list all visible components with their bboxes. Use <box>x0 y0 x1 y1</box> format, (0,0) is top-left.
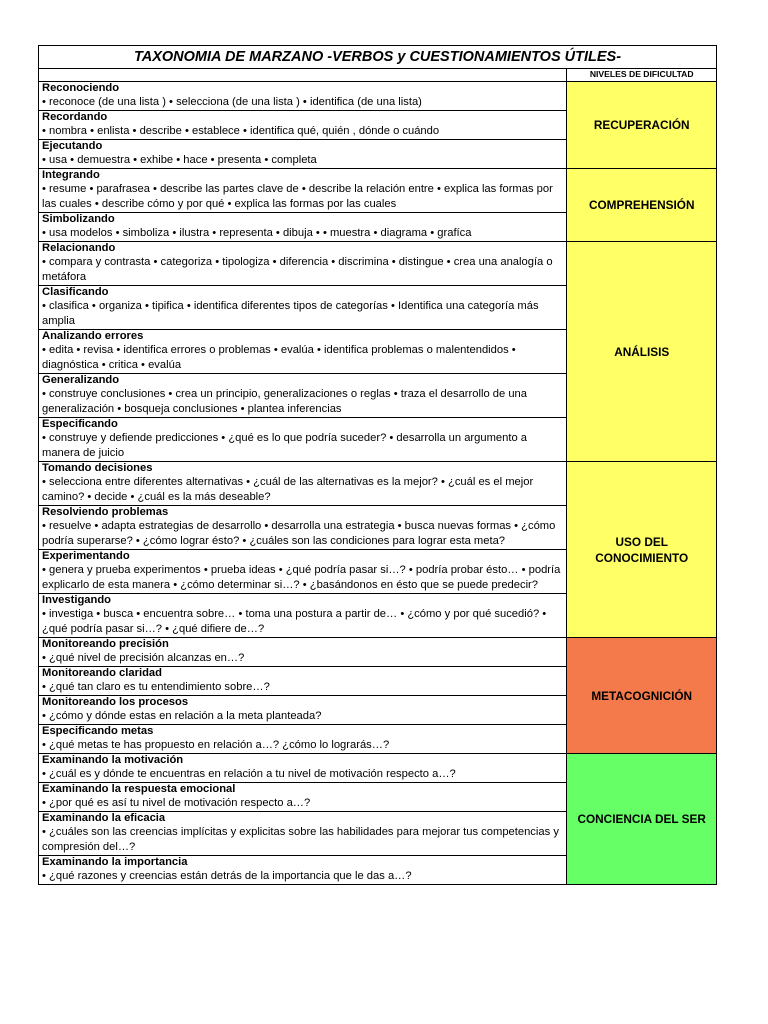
item-name: Relacionando <box>42 242 116 254</box>
item-name: Clasificando <box>42 286 109 298</box>
item-description: • clasifica • organiza • tipifica • identifica diferentes tipos de categorías • Identifica una categoría más amplia <box>42 300 539 327</box>
item-name: Simbolizando <box>42 213 115 225</box>
item-cell <box>39 696 567 725</box>
item-description: • usa modelos • simboliza • ilustra • representa • dibuja • • muestra • diagrama • grafíca <box>42 227 472 239</box>
item-description: • edita • revisa • identifica errores o problemas • evalúa • identifica problemas o malentendidos • diagnóstica • critica • evalúa <box>42 344 516 371</box>
item-cell <box>39 374 567 418</box>
item-description: • genera y prueba experimentos • prueba ideas • ¿qué podría pasar si…? • podría probar ésto… • podría explicarlo de esta manera • ¿cómo determinar si…? • ¿basándonos en ésto que se puede predecir? <box>42 564 561 591</box>
table-row <box>39 754 717 783</box>
title-row <box>39 46 717 69</box>
item-name: Integrando <box>42 169 100 181</box>
item-description: • reconoce (de una lista ) • selecciona (de una lista ) • identifica (de una lista) <box>42 96 422 108</box>
item-cell <box>39 462 567 506</box>
item-name: Tomando decisiones <box>42 462 153 474</box>
difficulty-level-cell: RECUPERACIÓN <box>567 82 717 169</box>
item-name: Examinando la respuesta emocional <box>42 783 236 795</box>
difficulty-level-cell: METACOGNICIÓN <box>567 638 717 754</box>
item-description: • ¿qué metas te has propuesto en relación a…? ¿cómo lo lograrás…? <box>42 739 390 751</box>
item-description: • selecciona entre diferentes alternativas • ¿cuál de las alternativas es la mejor? • ¿cuál es el mejor camino? • decide • ¿cuál es la más deseable? <box>42 476 534 503</box>
difficulty-level-cell: USO DEL CONOCIMIENTO <box>567 462 717 638</box>
table-row <box>39 242 717 286</box>
item-description: • ¿qué tan claro es tu entendimiento sobre…? <box>42 681 270 693</box>
taxonomy-table <box>38 45 717 885</box>
item-cell <box>39 638 567 667</box>
item-cell <box>39 213 567 242</box>
item-description: • construye conclusiones • crea un principio, generalizaciones o reglas • traza el desarrollo de una generalización • bosqueja conclusiones • plantea inferencias <box>42 388 528 415</box>
item-description: • ¿cómo y dónde estas en relación a la meta planteada? <box>42 710 322 722</box>
item-cell <box>39 330 567 374</box>
item-cell <box>39 783 567 812</box>
item-name: Analizando errores <box>42 330 144 342</box>
item-cell <box>39 140 567 169</box>
item-description: • ¿qué razones y creencias están detrás de la importancia que le das a…? <box>42 870 412 882</box>
item-description: • usa • demuestra • exhibe • hace • presenta • completa <box>42 154 317 166</box>
item-description: • ¿qué nivel de precisión alcanzas en…? <box>42 652 245 664</box>
table-row <box>39 638 717 667</box>
taxonomy-sheet <box>38 45 717 885</box>
item-cell <box>39 286 567 330</box>
page-title: TAXONOMIA DE MARZANO -VERBOS y CUESTIONAMIENTOS ÚTILES- <box>39 46 717 69</box>
item-description: • investiga • busca • encuentra sobre… • toma una postura a partir de… • ¿cómo y por qué sucedió? • ¿qué podría pasar si…? • ¿qué difiere de…? <box>42 608 547 635</box>
item-description: • ¿cuáles son las creencias implícitas y explicitas sobre las habilidades para mejorar tus competencias y compresión del…? <box>42 826 559 853</box>
item-name: Experimentando <box>42 550 130 562</box>
item-cell <box>39 725 567 754</box>
item-name: Especificando metas <box>42 725 154 737</box>
difficulty-level-cell: COMPREHENSIÓN <box>567 169 717 242</box>
item-cell <box>39 506 567 550</box>
item-cell <box>39 667 567 696</box>
table-row <box>39 462 717 506</box>
item-cell <box>39 812 567 856</box>
item-description: • resume • parafrasea • describe las partes clave de • describe la relación entre • explica las formas por las cuales • describe cómo y por qué • explica las formas por las cuales <box>42 183 553 210</box>
item-name: Monitoreando precisión <box>42 638 169 650</box>
item-name: Monitoreando los procesos <box>42 696 189 708</box>
difficulty-level-cell: CONCIENCIA DEL SER <box>567 754 717 885</box>
table-row <box>39 82 717 111</box>
item-cell <box>39 82 567 111</box>
item-cell <box>39 856 567 885</box>
item-cell <box>39 418 567 462</box>
item-description: • ¿cuál es y dónde te encuentras en relación a tu nivel de motivación respecto a…? <box>42 768 456 780</box>
item-name: Resolviendo problemas <box>42 506 169 518</box>
item-cell <box>39 242 567 286</box>
item-name: Ejecutando <box>42 140 103 152</box>
item-cell <box>39 594 567 638</box>
item-description: • compara y contrasta • categoriza • tipologiza • diferencia • discrimina • distingue • crea una analogía o metáfora <box>42 256 553 283</box>
levels-header: NIVELES DE DIFICULTAD <box>567 69 717 82</box>
item-cell <box>39 754 567 783</box>
item-name: Especificando <box>42 418 118 430</box>
header-row <box>39 69 717 82</box>
item-name: Examinando la eficacia <box>42 812 166 824</box>
item-name: Reconociendo <box>42 82 120 94</box>
item-cell <box>39 550 567 594</box>
item-name: Monitoreando claridad <box>42 667 162 679</box>
item-name: Generalizando <box>42 374 120 386</box>
item-description: • resuelve • adapta estrategias de desarrollo • desarrolla una estrategia • busca nuevas formas • ¿cómo podría superarse? • ¿cómo lograr ésto? • ¿cuáles son las condiciones para lograr esta meta? <box>42 520 556 547</box>
item-description: • ¿por qué es así tu nivel de motivación respecto a…? <box>42 797 311 809</box>
item-name: Examinando la motivación <box>42 754 184 766</box>
item-name: Examinando la importancia <box>42 856 188 868</box>
item-description: • construye y defiende predicciones • ¿qué es lo que podría suceder? • desarrolla un argumento a manera de juicio <box>42 432 528 459</box>
item-name: Investigando <box>42 594 111 606</box>
item-name: Recordando <box>42 111 108 123</box>
header-blank-cell <box>39 69 567 82</box>
table-row <box>39 169 717 213</box>
item-cell <box>39 111 567 140</box>
item-description: • nombra • enlista • describe • establece • identifica qué, quién , dónde o cuándo <box>42 125 440 137</box>
item-cell <box>39 169 567 213</box>
difficulty-level-cell: ANÁLISIS <box>567 242 717 462</box>
